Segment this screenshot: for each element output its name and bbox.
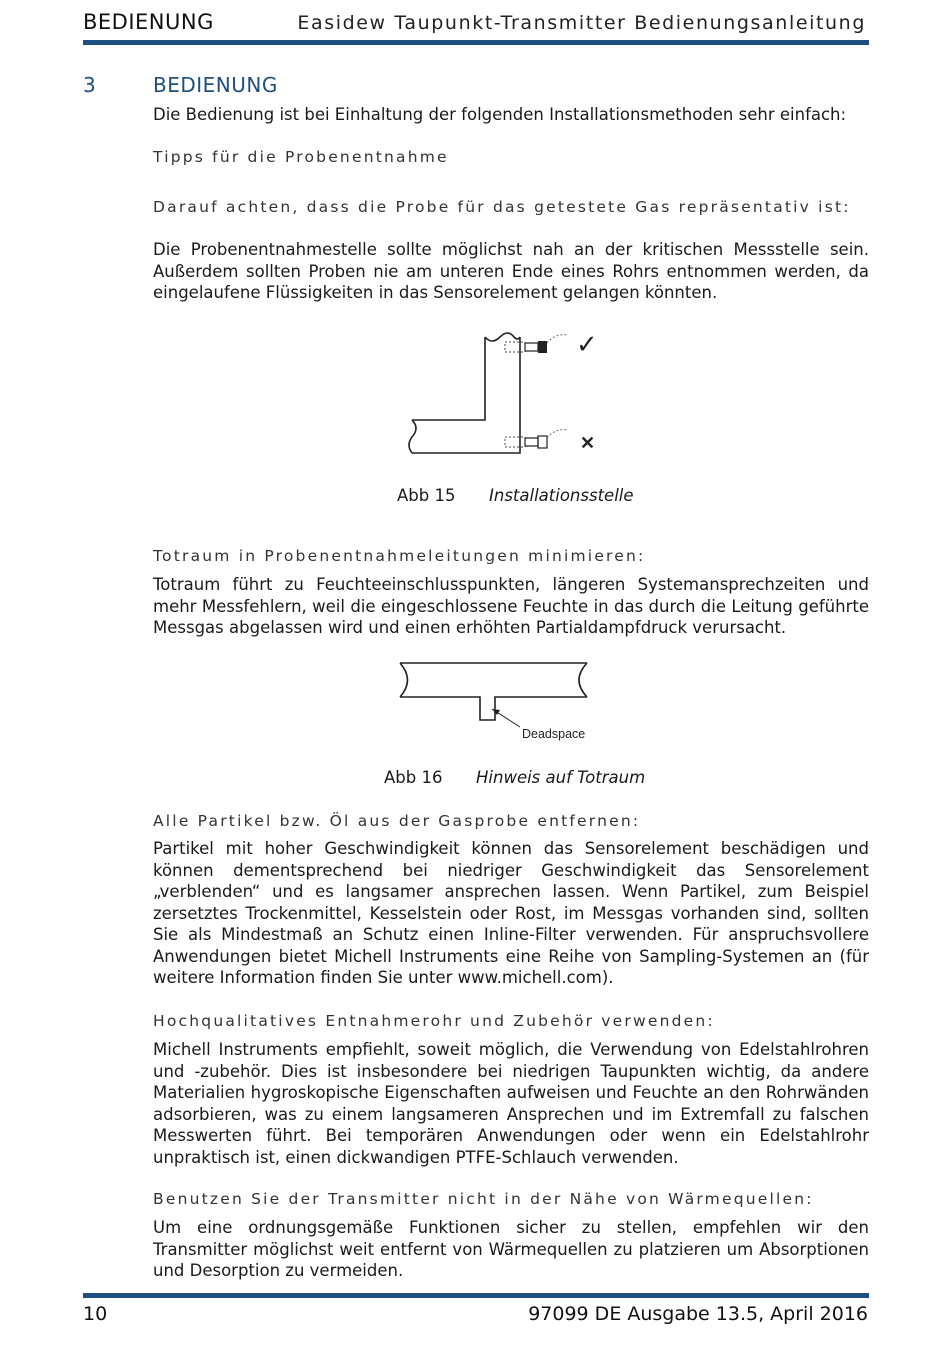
main-pipe-bottom-with-branch: [400, 697, 587, 720]
section-number: 3: [83, 73, 96, 97]
header-rule: [83, 40, 869, 45]
deadspace-label: Deadspace: [522, 727, 586, 741]
pipe-heading: Hochqualitatives Entnahmerohr und Zubehör verwenden:: [153, 1012, 715, 1030]
particles-paragraph: Partikel mit hoher Geschwindigkeit können das Sensorelement beschädigen und können dementsprechend bei niedriger Geschwindigkeit das Sensorelement „verblenden“ und es langsamer ansprechen lassen. Wenn Partikel, zum Beispiel zersetztes Trockenmittel, Kesselstein oder Rost, im Messgas vorhanden sind, sollten Sie als Mindestmaß an Schutz einen Inline-Filter verwenden. Für anspruchsvollere Anwendungen bietet Michell Instruments eine Reihe von Sampling-Systemen an (für weitere Information finden Sie unter www.michell.com).: [153, 839, 869, 987]
fig15-title: Installationsstelle: [489, 486, 634, 505]
heat-paragraph: Um eine ordnungsgemäße Funktionen sicher zu stellen, empfehlen wir den Transmitter möglichst weit entfernt von Wärmequellen zu platzieren um Absorptionen und Desorption zu vermeiden.: [153, 1218, 869, 1280]
bad-cross-icon: ✕: [580, 433, 596, 453]
deadspace-heading: Totraum in Probenentnahmeleitungen minimieren:: [153, 547, 646, 565]
pipe-inner-wall: [412, 337, 485, 420]
section-intro: Die Bedienung ist bei Einhaltung der folgenden Installationsmethoden sehr einfach:: [153, 105, 847, 124]
lower-fitting: [505, 437, 525, 447]
tips-paragraph: Die Probenentnahmestelle sollte möglichst nah an der kritischen Messstelle sein. Außerdem sollten Proben nie am unteren Ende eines Rohrs entnommen werden, da eingelaufene Flüssigkeiten in das Sensorelement gelangen könnten.: [153, 240, 869, 302]
lower-sensor-head: [538, 436, 547, 448]
upper-sensor-body: [525, 343, 538, 351]
section-title: BEDIENUNG: [153, 73, 278, 97]
fig16-title: Hinweis auf Totraum: [476, 768, 646, 787]
page-number: 10: [83, 1303, 108, 1325]
footer-rule: [83, 1293, 869, 1298]
upper-cable: [547, 335, 568, 343]
pipe-left-break: [409, 420, 416, 453]
deadspace-paragraph: Totraum führt zu Feuchteeinschlusspunkten, längeren Systemansprechzeiten und mehr Messfehlern, weil die eingeschlossene Feuchte in das durch die Leitung geführte Messgas abgelassen wird und einen erhöhten Partialdampfdruck verursacht.: [153, 575, 869, 637]
good-check-icon: ✓: [576, 329, 598, 359]
document-reference: 97099 DE Ausgabe 13.5, April 2016: [528, 1303, 868, 1325]
particles-heading: Alle Partikel bzw. Öl aus der Gasprobe entfernen:: [153, 812, 641, 830]
pipe-paragraph: Michell Instruments empfiehlt, soweit möglich, die Verwendung von Edelstahlrohren und -zubehör. Dies ist insbesondere bei niedrigen Taupunkten wichtig, da andere Materialien hygroskopische Eigenschaften aufweisen und Feuchte an den Rohrwänden adsorbieren, was zu einem langsameren Ansprechen und im Extremfall zu falschen Messwerten führt. Bei temporären Anwendungen oder wenn ein Edelstahlrohr unpraktisch ist, einen dickwandigen PTFE-Schlauch verwenden.: [153, 1040, 869, 1167]
header-section-name: BEDIENUNG: [83, 10, 214, 34]
fig15-number: Abb 15: [397, 486, 456, 505]
header-document-title: Easidew Taupunkt-Transmitter Bedienungsanleitung: [297, 12, 866, 34]
pipe-left-end: [400, 663, 408, 697]
heat-heading: Benutzen Sie der Transmitter nicht in der Nähe von Wärmequellen:: [153, 1190, 814, 1208]
lower-sensor-body: [525, 438, 538, 446]
fig16-number: Abb 16: [384, 768, 443, 787]
tips-heading: Tipps für die Probenentnahme: [153, 148, 449, 166]
pipe-top-break: [485, 333, 520, 341]
upper-sensor-head: [538, 341, 547, 353]
deadspace-diagram: [395, 657, 595, 747]
lower-cable: [547, 430, 568, 438]
pipe-right-end: [579, 663, 587, 697]
pipe-outer-wall: [412, 337, 520, 453]
upper-fitting: [505, 342, 525, 352]
tips-subheading: Darauf achten, dass die Probe für das getestete Gas repräsentativ ist:: [153, 198, 851, 216]
deadspace-arrowhead: [492, 709, 500, 715]
installation-diagram: [400, 325, 630, 470]
